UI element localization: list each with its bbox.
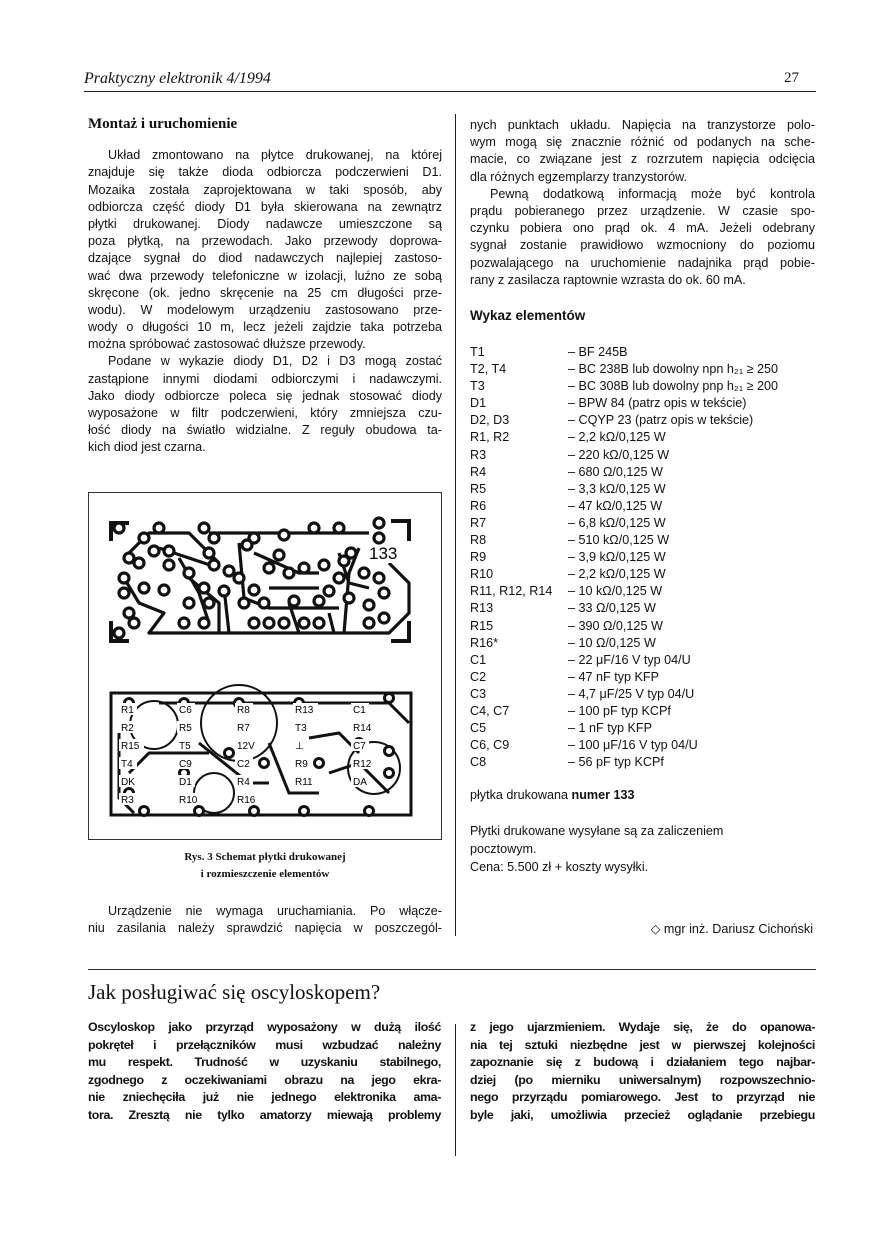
part-value: – 2,2 kΩ/0,125 W: [568, 430, 666, 445]
pcb-pad: [199, 523, 209, 533]
pcb-trace: [159, 703, 409, 723]
pcb-pad: [179, 618, 189, 628]
pcb-pad: [284, 568, 294, 578]
part-ref: R1, R2: [470, 430, 510, 445]
pcb-pad: [249, 585, 259, 595]
text-line: kich diod jest czarna.: [88, 440, 206, 455]
pcb-pad: [114, 628, 124, 638]
text-line: płytki drukowanej. Diody nadawcze umieszczone są: [88, 216, 442, 231]
corner-mark: [391, 521, 409, 541]
article-right-text: [470, 1019, 815, 1125]
parts-list: [470, 344, 778, 771]
pcb-pad: [259, 598, 269, 608]
text-line: zgodnego z oczekiwaniami obrazu na jego ekra-: [88, 1072, 441, 1087]
part-ref: T2, T4: [470, 362, 507, 377]
part-ref: C1: [470, 652, 487, 667]
part-value: – 10 Ω/0,125 W: [568, 635, 656, 650]
part-ref: R11, R12, R14: [470, 584, 553, 599]
part-value: – CQYP 23 (patrz opis w tekście): [568, 413, 754, 428]
text-line: Urządzenie nie wymaga uruchamiania. Po włącze-: [108, 904, 442, 918]
pcb-pad: [225, 749, 234, 758]
parts-row: [470, 686, 778, 703]
part-ref: C5: [470, 721, 487, 736]
article-title: Jak posługiwać się oscyloskopem?: [88, 980, 381, 1004]
part-ref: R10: [470, 567, 494, 582]
parts-row: [470, 618, 778, 635]
pcb-pad: [299, 618, 309, 628]
parts-row: [470, 583, 778, 600]
figure-caption: [88, 849, 442, 883]
pcb-pad: [164, 546, 174, 556]
part-ref: T1: [470, 345, 485, 359]
pcb-pad: [319, 560, 329, 570]
part-ref: C6, C9: [470, 738, 510, 753]
pcb-pad: [199, 583, 209, 593]
part-value: – 56 pF typ KCPf: [568, 755, 664, 770]
pcb-pad: [140, 807, 149, 816]
part-ref: R4: [470, 464, 487, 479]
text-line: z jego ujarzmieniem. Wydaje się, że do opanowa-: [470, 1020, 815, 1034]
pcb-pad: [139, 533, 149, 543]
part-ref: T3: [470, 379, 485, 394]
part-ref: R16*: [470, 635, 499, 650]
pcb-pad: [209, 560, 219, 570]
parts-row: [470, 464, 778, 481]
pcb-pad: [219, 586, 229, 596]
parts-row: [470, 515, 778, 532]
text-line: wać dwa przewody telefoniczne w izolacji, luźno ze sobą: [88, 268, 442, 283]
pcb-number: numer 133: [571, 788, 635, 802]
part-value: – 100 pF typ KCPf: [568, 703, 671, 718]
pcb-pad: [300, 807, 309, 816]
shipping-line: Cena: 5.500 zł + koszty wysyłki.: [470, 860, 649, 874]
parts-row: [470, 344, 778, 361]
component-label: R12: [353, 759, 372, 770]
component-label: 12V: [237, 741, 255, 752]
text-line: nia tej sztuki niezbędne jest w pierwszej kolejności: [470, 1037, 815, 1052]
pcb-pad: [374, 518, 384, 528]
pcb-pad: [364, 618, 374, 628]
part-ref: C8: [470, 755, 487, 770]
component-label: DK: [121, 777, 135, 788]
part-value: – BC 308B lub dowolny pnp h₂₁ ≥ 200: [568, 379, 778, 394]
pcb-pad: [379, 613, 389, 623]
pcb-pad: [124, 553, 134, 563]
column-divider: [455, 1024, 456, 1156]
pcb-pad: [234, 573, 244, 583]
parts-row: [470, 481, 778, 498]
part-ref: R6: [470, 498, 487, 513]
text-line: odbiorcza część diody D1 była skierowana na zewnątrz: [88, 199, 442, 214]
part-ref: C3: [470, 686, 487, 701]
text-line: nych punktach układu. Napięcia na tranzystorze polo-: [470, 118, 815, 132]
part-value: – 680 Ω/0,125 W: [568, 464, 663, 479]
pcb-pad: [374, 533, 384, 543]
part-value: – 3,3 kΩ/0,125 W: [568, 481, 666, 496]
component-label: C1: [353, 705, 366, 716]
pcb-pad: [195, 807, 204, 816]
text-line: Mozaika została zaprojektowana w taki sposób, aby: [88, 182, 442, 197]
pcb-pad: [249, 618, 259, 628]
text-line: Oscyloskop jako przyrząd wyposażony w dużą ilość: [88, 1020, 441, 1034]
shipping-line: Płytki drukowane wysyłane są za zaliczeniem: [470, 824, 724, 838]
pcb-pad: [204, 598, 214, 608]
parts-row: [470, 532, 778, 549]
component-label: R16: [237, 795, 256, 806]
part-value: – 47 nF typ KFP: [568, 669, 659, 684]
pcb-pad: [346, 548, 356, 558]
component-label: R5: [179, 723, 192, 734]
text-line: nego przyrządu pomiarowego. Jest to przyrząd nie: [470, 1090, 815, 1105]
part-ref: C4, C7: [470, 703, 510, 718]
text-line: łość diody na światło widzialne. Z reguły obudowa ta-: [88, 423, 442, 438]
text-line: Jako diody odbiorcze poleca się jednak stosować diody: [88, 388, 442, 403]
pcb-pad: [184, 598, 194, 608]
text-line: tora. Zresztą nie tylko amatorzy miewają problemy: [88, 1107, 441, 1122]
pcb-pad: [279, 530, 289, 540]
part-ref: D2, D3: [470, 413, 510, 428]
text-line: Pewną dodatkową informacją może być kontrola: [490, 186, 815, 201]
pcb-pad: [334, 523, 344, 533]
part-value: – 47 kΩ/0,125 W: [568, 498, 663, 513]
pcb-pad: [385, 694, 394, 703]
part-value: – 100 μF/16 V typ 04/U: [568, 738, 698, 753]
text-line: macie, co związane jest z rozrzutem napięcia odcięcia: [470, 152, 815, 167]
component-label: C9: [179, 759, 192, 770]
pcb-line-prefix: płytka drukowana: [470, 788, 572, 802]
text-line: dzające sygnał do diod nadawczych najlepiej zastoso-: [88, 251, 442, 266]
pcb-pad: [374, 573, 384, 583]
text-line: pozwalającego na uruchomienie nadajnika prąd pobie-: [470, 255, 815, 270]
caption-line: i rozmieszczenie elementów: [200, 868, 330, 880]
part-value: – 390 Ω/0,125 W: [568, 618, 663, 633]
part-ref: R9: [470, 550, 487, 565]
parts-row: [470, 635, 778, 652]
part-value: – 1 nF typ KFP: [568, 721, 652, 736]
pcb-pad: [250, 807, 259, 816]
pcb-pad: [224, 566, 234, 576]
text-line: wodu). W modelowym urządzeniu zastosowano prze-: [88, 302, 442, 317]
part-value: – 22 μF/16 V typ 04/U: [568, 652, 691, 667]
part-value: – 220 kΩ/0,125 W: [568, 447, 670, 462]
text-line: zastąpione innymi diodami odbiorczymi i nadawczymi.: [88, 371, 442, 386]
text-line: skręcone (ok. jedno skręcenie na 25 cm długości prze-: [88, 285, 442, 300]
component-label: R13: [295, 705, 314, 716]
component-label: T4: [121, 759, 133, 770]
text-line: byle jaki, umożliwia przecież oglądanie przebiegu: [470, 1107, 815, 1122]
part-value: – 3,9 kΩ/0,125 W: [568, 550, 666, 565]
part-value: – 510 kΩ/0,125 W: [568, 533, 670, 548]
pcb-pad: [314, 618, 324, 628]
right-column: [470, 117, 815, 289]
part-value: – BC 238B lub dowolny npn h₂₁ ≥ 250: [568, 362, 778, 377]
text-line: rany z zasilacza raptownie wzrasta do ok. 60 mA.: [470, 272, 746, 287]
component-label: R2: [121, 723, 134, 734]
part-ref: R13: [470, 601, 494, 616]
pcb-pad: [264, 618, 274, 628]
left-after-figure: [88, 903, 442, 937]
text-line: Układ zmontowano na płytce drukowanej, na której: [108, 148, 442, 163]
board-number: 133: [369, 544, 398, 563]
component-label: C7: [353, 741, 366, 752]
text-line: poza płytką, na przewodach. Jako przewody doprowa-: [88, 234, 442, 249]
pcb-pad: [149, 546, 159, 556]
parts-row: [470, 395, 778, 412]
part-ref: C2: [470, 669, 487, 684]
component-label: R11: [295, 777, 313, 788]
component-label: ⊥: [295, 741, 304, 752]
shipping-info: [470, 822, 723, 876]
pcb-pad: [129, 618, 139, 628]
pcb-pad: [359, 568, 369, 578]
author-signature: ◇ mgr inż. Dariusz Cichoński: [650, 922, 813, 936]
parts-row: [470, 703, 778, 720]
parts-row: [470, 652, 778, 669]
pcb-pad: [119, 588, 129, 598]
pcb-pad: [289, 596, 299, 606]
text-line: pokręteł i przełączników musi wzbudzać należny: [88, 1037, 441, 1052]
part-value: – 6,8 kΩ/0,125 W: [568, 515, 666, 530]
pcb-pad: [199, 618, 209, 628]
running-title: Praktyczny elektronik 4/1994: [84, 70, 271, 87]
text-line: niu zasilania należy sprawdzić napięcia w poszczegól-: [88, 921, 442, 936]
part-ref: R3: [470, 447, 487, 462]
parts-heading: Wykaz elementów: [470, 308, 586, 323]
pcb-pad: [299, 563, 309, 573]
text-line: wody o długości 10 m, lecz jeżeli zajdzie taka potrzeba: [88, 320, 442, 335]
pcb-number-line: [470, 788, 635, 802]
pcb-figure: [88, 492, 442, 840]
right-paragraphs: [470, 117, 815, 289]
parts-row: [470, 378, 778, 395]
component-label: R10: [179, 795, 198, 806]
text-line: dziej (po mierniku uniwersalnym) rozpowszechnio-: [470, 1072, 815, 1087]
parts-row: [470, 549, 778, 566]
section-heading: Montaż i uruchomienie: [88, 116, 238, 132]
text-line: dla różnych egzemplarzy tranzystorów.: [470, 169, 687, 184]
text-line: znajduje się także dioda odbiorcza podczerwieni D1.: [88, 165, 442, 180]
component-label: R8: [237, 705, 250, 716]
pcb-pad: [260, 759, 269, 768]
pcb-pad: [309, 523, 319, 533]
header-rule: [84, 91, 816, 92]
part-value: – 4,7 μF/25 V typ 04/U: [568, 686, 695, 701]
parts-row: [470, 566, 778, 583]
parts-row: [470, 412, 778, 429]
part-ref: R5: [470, 481, 487, 496]
article-separator: [88, 969, 816, 970]
part-ref: R8: [470, 533, 487, 548]
parts-row: [470, 600, 778, 617]
pcb-pad: [159, 585, 169, 595]
part-value: – 10 kΩ/0,125 W: [568, 584, 663, 599]
text-line: nie zniechęciła już nie jednego elektronika ama-: [88, 1090, 441, 1105]
parts-row: [470, 447, 778, 464]
part-value: – 2,2 kΩ/0,125 W: [568, 567, 666, 582]
component-label: R4: [237, 777, 250, 788]
component-label: C6: [179, 705, 192, 716]
pcb-pad: [324, 586, 334, 596]
pcb-pad: [242, 540, 252, 550]
pcb-pad: [164, 560, 174, 570]
part-value: – BF 245B: [568, 345, 628, 359]
component-label: T3: [295, 723, 307, 734]
text-line: zapoznanie się z budową i działaniem tego najbar-: [470, 1055, 815, 1070]
pcb-pad: [204, 548, 214, 558]
shipping-line: pocztowym.: [470, 842, 537, 856]
text-line: Podane w wykazie diody D1, D2 i D3 mogą zostać: [108, 354, 442, 369]
pcb-pad: [114, 523, 124, 533]
component-label: R15: [121, 741, 140, 752]
pcb-pad: [139, 583, 149, 593]
component-label: R7: [237, 723, 250, 734]
caption-line: Rys. 3 Schemat płytki drukowanej: [184, 851, 346, 863]
pcb-trace: [129, 753, 209, 773]
component-label: DA: [353, 777, 367, 788]
text-line: prądu pobieranego przez urządzenie. W czasie spo-: [470, 203, 815, 218]
text-line: można spróbować zastosować dłuższe przewody.: [88, 337, 366, 352]
pcb-pad: [124, 608, 134, 618]
parts-row: [470, 498, 778, 515]
component-label: R9: [295, 759, 308, 770]
part-ref: R15: [470, 618, 494, 633]
parts-row: [470, 361, 778, 378]
text-line: mu respekt. Trudność w uzyskaniu stabilnego,: [88, 1055, 441, 1070]
text-line: wyposażone w filtr podczerwieni, który zmniejsza czu-: [88, 406, 442, 421]
pcb-pad: [385, 747, 394, 756]
component-label: R3: [121, 795, 134, 806]
pcb-pad: [274, 550, 284, 560]
text-line: wym mogą się znacznie różnić od podanych na sche-: [470, 135, 815, 150]
pcb-pad: [364, 600, 374, 610]
part-value: – BPW 84 (patrz opis w tekście): [568, 396, 747, 411]
pcb-pad: [314, 596, 324, 606]
component-label: C2: [237, 759, 250, 770]
pcb-pad: [134, 558, 144, 568]
pcb-pad: [184, 568, 194, 578]
pcb-pad: [119, 573, 129, 583]
component-label: D1: [179, 777, 192, 788]
pcb-pad: [209, 533, 219, 543]
left-column: [88, 116, 442, 457]
component-label: T5: [179, 741, 191, 752]
pcb-pad: [379, 588, 389, 598]
pcb-pad: [279, 618, 289, 628]
pcb-layout-drawing: [89, 493, 441, 839]
pcb-pad: [239, 598, 249, 608]
pcb-pad: [365, 807, 374, 816]
text-line: czynku pobiera ono prąd ok. 4 mA. Jeżeli odebrany: [470, 221, 815, 236]
column-divider: [455, 114, 456, 936]
article-left-text: [88, 1019, 441, 1125]
component-label: R14: [353, 723, 372, 734]
part-value: – 33 Ω/0,125 W: [568, 601, 656, 616]
parts-row: [470, 754, 778, 771]
parts-row: [470, 720, 778, 737]
parts-row: [470, 669, 778, 686]
part-ref: D1: [470, 396, 487, 411]
pcb-pad: [334, 573, 344, 583]
pcb-pad: [385, 769, 394, 778]
component-label: R1: [121, 705, 134, 716]
text-line: sygnał zostanie prawidłowo wzmocniony do poziomu: [470, 238, 815, 253]
pcb-pad: [154, 523, 164, 533]
pcb-pad: [344, 593, 354, 603]
parts-row: [470, 429, 778, 446]
part-ref: R7: [470, 515, 487, 530]
parts-row: [470, 737, 778, 754]
left-paragraphs: [88, 147, 442, 456]
pcb-pad: [315, 759, 324, 768]
page-number: 27: [784, 70, 799, 86]
pcb-pad: [264, 563, 274, 573]
